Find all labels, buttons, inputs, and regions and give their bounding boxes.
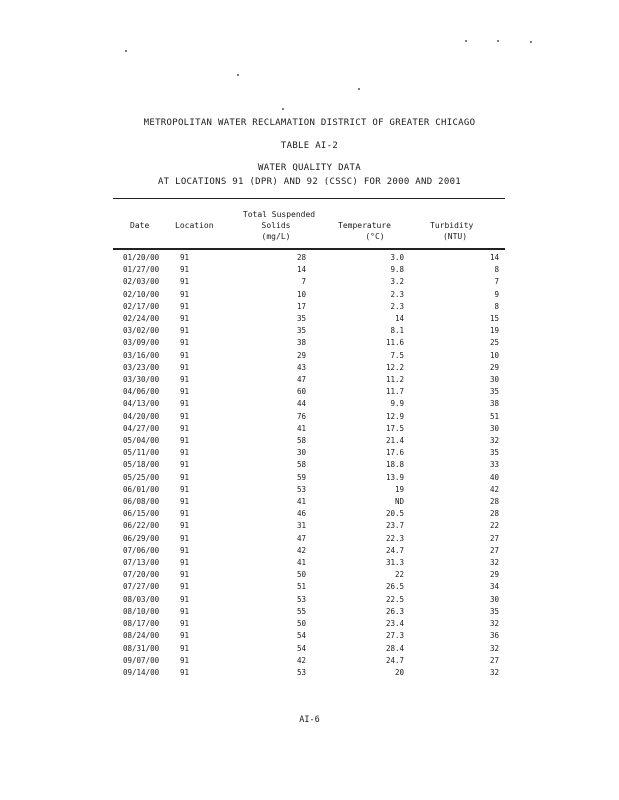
table-row	[123, 362, 499, 374]
tss-cell: 10	[296, 289, 306, 299]
date-cell: 05/04/00	[123, 436, 160, 446]
date-cell: 07/27/00	[123, 582, 160, 592]
date-cell: 06/08/00	[123, 497, 160, 507]
date-cell: 03/23/00	[123, 362, 160, 372]
location-cell: 91	[180, 631, 190, 641]
table-row	[123, 325, 499, 337]
temperature-cell: 18.8	[385, 460, 404, 470]
water-quality-table	[123, 252, 499, 679]
tss-cell: 59	[296, 472, 306, 482]
turbidity-cell: 30	[489, 594, 499, 604]
table-row	[123, 655, 499, 667]
tss-cell: 28	[296, 253, 306, 262]
turbidity-cell: 36	[489, 631, 499, 641]
turbidity-cell: 25	[489, 338, 499, 348]
turbidity-cell: 15	[489, 314, 499, 324]
scan-speck	[465, 40, 467, 42]
date-cell: 03/30/00	[123, 375, 160, 385]
tss-cell: 60	[296, 387, 306, 397]
location-cell: 91	[180, 558, 190, 568]
temperature-cell: 12.2	[385, 362, 404, 372]
date-cell: 09/14/00	[123, 667, 160, 677]
turbidity-cell: 27	[489, 655, 499, 665]
temperature-cell: 31.3	[385, 558, 404, 568]
table-row	[123, 276, 499, 288]
turbidity-cell: 29	[489, 362, 499, 372]
temperature-cell: 17.6	[385, 448, 404, 458]
scan-speck	[530, 41, 532, 43]
table-row	[123, 643, 499, 655]
tss-cell: 54	[296, 631, 306, 641]
temperature-cell: 17.5	[385, 423, 404, 433]
date-cell: 08/17/00	[123, 619, 160, 629]
table-row	[123, 398, 499, 410]
date-cell: 03/02/00	[123, 326, 160, 336]
table-row	[123, 374, 499, 386]
location-cell: 91	[180, 448, 190, 458]
temperature-cell: 26.3	[385, 606, 404, 616]
table-row	[123, 667, 499, 679]
location-cell: 91	[180, 277, 190, 287]
turbidity-cell: 51	[489, 411, 499, 421]
scan-speck	[125, 50, 127, 52]
tss-cell: 31	[296, 521, 306, 531]
table-row	[123, 386, 499, 398]
scan-speck	[358, 88, 360, 90]
location-cell: 91	[180, 655, 190, 665]
table-row	[123, 337, 499, 349]
tss-cell: 17	[296, 301, 306, 311]
tss-cell: 53	[296, 667, 306, 677]
turbidity-cell: 8	[494, 265, 499, 275]
tss-unit: (mg/L)	[261, 232, 291, 241]
table-row	[123, 447, 499, 459]
turbidity-cell: 35	[489, 387, 499, 397]
table-row	[123, 545, 499, 557]
date-cell: 01/27/00	[123, 265, 160, 275]
location-cell: 91	[180, 497, 190, 507]
temperature-cell: 7.5	[390, 350, 404, 360]
date-cell: 08/24/00	[123, 631, 160, 641]
date-cell: 02/17/00	[123, 301, 160, 311]
turbidity-cell: 27	[489, 533, 499, 543]
temperature-cell: 2.3	[390, 289, 404, 299]
table-row	[123, 533, 499, 545]
location-cell: 91	[180, 484, 190, 494]
location-cell: 91	[180, 472, 190, 482]
tss-cell: 53	[296, 594, 306, 604]
date-cell: 03/09/00	[123, 338, 160, 348]
turbidity-cell: 42	[489, 484, 499, 494]
tss-cell: 50	[296, 619, 306, 629]
temperature-cell: 9.9	[390, 399, 404, 409]
temperature-cell: 14	[394, 314, 404, 324]
date-cell: 08/31/00	[123, 643, 160, 653]
temperature-unit: (°C)	[365, 232, 385, 241]
temperature-cell: 11.6	[385, 338, 404, 348]
location-cell: 91	[180, 436, 190, 446]
temperature-cell: 23.7	[385, 521, 404, 531]
temperature-cell: 13.9	[385, 472, 404, 482]
location-cell: 91	[180, 289, 190, 299]
temperature-cell: 23.4	[385, 619, 404, 629]
agency-title: METROPOLITAN WATER RECLAMATION DISTRICT OF GREATER CHICAGO	[143, 118, 476, 128]
date-cell: 06/22/00	[123, 521, 160, 531]
date-cell: 07/13/00	[123, 558, 160, 568]
date-cell: 08/10/00	[123, 606, 160, 616]
table-row	[123, 496, 499, 508]
location-cell: 91	[180, 570, 190, 580]
table-row	[123, 618, 499, 630]
location-cell: 91	[180, 667, 190, 677]
tss-cell: 42	[296, 655, 306, 665]
temperature-cell: 3.2	[390, 277, 404, 287]
turbidity-cell: 30	[489, 423, 499, 433]
temperature-cell: 22.3	[385, 533, 404, 543]
temperature-cell: 2.3	[390, 301, 404, 311]
location-cell: 91	[180, 533, 190, 543]
date-cell: 05/25/00	[123, 472, 160, 482]
turbidity-cell: 28	[489, 509, 499, 519]
tss-cell: 14	[296, 265, 306, 275]
temperature-cell: 12.9	[385, 411, 404, 421]
table-row	[123, 423, 499, 435]
location-header: Location	[175, 221, 214, 230]
table-row	[123, 411, 499, 423]
scan-speck	[237, 74, 239, 76]
turbidity-cell: 22	[489, 521, 499, 531]
tss-cell: 76	[296, 411, 306, 421]
date-cell: 06/01/00	[123, 484, 160, 494]
location-cell: 91	[180, 362, 190, 372]
turbidity-cell: 35	[489, 606, 499, 616]
location-cell: 91	[180, 301, 190, 311]
tss-cell: 46	[296, 509, 306, 519]
table-row	[123, 581, 499, 593]
temperature-cell: 20.5	[385, 509, 404, 519]
location-cell: 91	[180, 545, 190, 555]
table-row	[123, 520, 499, 532]
temperature-cell: 11.2	[385, 375, 404, 385]
turbidity-cell: 32	[489, 667, 499, 677]
tss-cell: 41	[296, 558, 306, 568]
tss-cell: 42	[296, 545, 306, 555]
tss-cell: 55	[296, 606, 306, 616]
table-row	[123, 606, 499, 618]
tss-cell: 47	[296, 533, 306, 543]
temperature-cell: 9.8	[390, 265, 404, 275]
header-rule	[113, 248, 505, 250]
tss-cell: 35	[296, 314, 306, 324]
location-cell: 91	[180, 643, 190, 653]
location-cell: 91	[180, 460, 190, 470]
turbidity-cell: 32	[489, 436, 499, 446]
date-cell: 04/27/00	[123, 423, 160, 433]
turbidity-cell: 10	[489, 350, 499, 360]
temperature-cell: ND	[394, 497, 404, 507]
turbidity-cell: 32	[489, 619, 499, 629]
tss-header-line1: Total Suspended	[242, 210, 316, 219]
date-cell: 06/29/00	[123, 533, 160, 543]
table-row	[123, 459, 499, 471]
table-title-line2: AT LOCATIONS 91 (DPR) AND 92 (CSSC) FOR 2000 AND 2001	[157, 177, 462, 187]
temperature-cell: 24.7	[385, 655, 404, 665]
table-row	[123, 435, 499, 447]
date-cell: 02/24/00	[123, 314, 160, 324]
table-row	[123, 484, 499, 496]
top-rule	[113, 198, 505, 199]
table-row	[123, 569, 499, 581]
tss-cell: 7	[301, 277, 306, 287]
temperature-cell: 11.7	[385, 387, 404, 397]
turbidity-cell: 35	[489, 448, 499, 458]
turbidity-cell: 7	[494, 277, 499, 287]
location-cell: 91	[180, 350, 190, 360]
table-row	[123, 350, 499, 362]
temperature-cell: 26.5	[385, 582, 404, 592]
date-cell: 04/13/00	[123, 399, 160, 409]
tss-cell: 47	[296, 375, 306, 385]
location-cell: 91	[180, 265, 190, 275]
turbidity-cell: 29	[489, 570, 499, 580]
date-cell: 08/03/00	[123, 594, 160, 604]
temperature-header: Temperature	[338, 221, 391, 230]
table-row	[123, 472, 499, 484]
tss-cell: 41	[296, 497, 306, 507]
table-row	[123, 301, 499, 313]
location-cell: 91	[180, 399, 190, 409]
table-row	[123, 264, 499, 276]
location-cell: 91	[180, 387, 190, 397]
scan-speck	[497, 40, 499, 42]
tss-cell: 54	[296, 643, 306, 653]
tss-header-line2: Solids	[261, 221, 291, 230]
tss-cell: 58	[296, 460, 306, 470]
temperature-cell: 22.5	[385, 594, 404, 604]
table-id: TABLE AI-2	[280, 141, 339, 151]
turbidity-cell: 19	[489, 326, 499, 336]
location-cell: 91	[180, 411, 190, 421]
date-cell: 09/07/00	[123, 655, 160, 665]
date-cell: 03/16/00	[123, 350, 160, 360]
tss-cell: 51	[296, 582, 306, 592]
date-cell: 07/20/00	[123, 570, 160, 580]
date-cell: 05/11/00	[123, 448, 160, 458]
table-row	[123, 508, 499, 520]
location-cell: 91	[180, 326, 190, 336]
location-cell: 91	[180, 375, 190, 385]
turbidity-cell: 9	[494, 289, 499, 299]
location-cell: 91	[180, 594, 190, 604]
tss-cell: 58	[296, 436, 306, 446]
temperature-cell: 24.7	[385, 545, 404, 555]
location-cell: 91	[180, 606, 190, 616]
location-cell: 91	[180, 521, 190, 531]
table-row	[123, 313, 499, 325]
location-cell: 91	[180, 423, 190, 433]
table-row	[123, 594, 499, 606]
turbidity-cell: 40	[489, 472, 499, 482]
turbidity-cell: 30	[489, 375, 499, 385]
temperature-cell: 3.0	[390, 253, 404, 262]
tss-cell: 29	[296, 350, 306, 360]
tss-cell: 53	[296, 484, 306, 494]
tss-cell: 38	[296, 338, 306, 348]
table-title-line1: WATER QUALITY DATA	[258, 163, 361, 173]
temperature-cell: 28.4	[385, 643, 404, 653]
temperature-cell: 20	[394, 667, 404, 677]
date-header: Date	[130, 221, 150, 230]
location-cell: 91	[180, 619, 190, 629]
date-cell: 05/18/00	[123, 460, 160, 470]
location-cell: 91	[180, 509, 190, 519]
tss-cell: 43	[296, 362, 306, 372]
scan-speck	[282, 108, 284, 110]
table-row	[123, 252, 499, 264]
table-row	[123, 630, 499, 642]
date-cell: 04/06/00	[123, 387, 160, 397]
location-cell: 91	[180, 582, 190, 592]
turbidity-cell: 32	[489, 643, 499, 653]
date-cell: 01/20/00	[123, 253, 160, 262]
location-cell: 91	[180, 314, 190, 324]
table-row	[123, 289, 499, 301]
temperature-cell: 21.4	[385, 436, 404, 446]
turbidity-unit: (NTU)	[442, 232, 468, 241]
date-cell: 02/10/00	[123, 289, 160, 299]
temperature-cell: 19	[394, 484, 404, 494]
turbidity-cell: 33	[489, 460, 499, 470]
tss-cell: 30	[296, 448, 306, 458]
date-cell: 04/20/00	[123, 411, 160, 421]
date-cell: 02/03/00	[123, 277, 160, 287]
date-cell: 06/15/00	[123, 509, 160, 519]
turbidity-cell: 32	[489, 558, 499, 568]
tss-cell: 44	[296, 399, 306, 409]
tss-cell: 41	[296, 423, 306, 433]
table-row	[123, 557, 499, 569]
turbidity-cell: 38	[489, 399, 499, 409]
tss-cell: 35	[296, 326, 306, 336]
location-cell: 91	[180, 253, 190, 262]
turbidity-cell: 28	[489, 497, 499, 507]
tss-cell: 50	[296, 570, 306, 580]
date-cell: 07/06/00	[123, 545, 160, 555]
temperature-cell: 8.1	[390, 326, 404, 336]
turbidity-header: Turbidity	[430, 221, 474, 230]
turbidity-cell: 14	[489, 253, 499, 262]
turbidity-cell: 34	[489, 582, 499, 592]
location-cell: 91	[180, 338, 190, 348]
temperature-cell: 22	[394, 570, 404, 580]
turbidity-cell: 8	[494, 301, 499, 311]
turbidity-cell: 27	[489, 545, 499, 555]
page-number: AI-6	[299, 715, 320, 725]
temperature-cell: 27.3	[385, 631, 404, 641]
